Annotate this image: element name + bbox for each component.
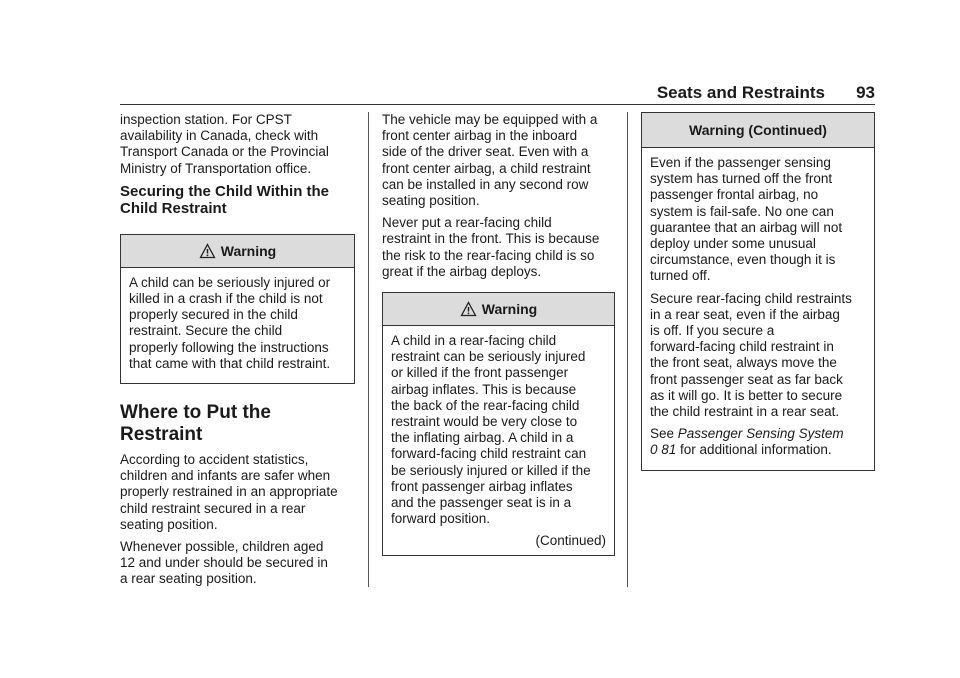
continued-label: (Continued) xyxy=(535,533,606,549)
warning-header xyxy=(642,113,874,148)
warning-header xyxy=(121,235,354,268)
column-divider xyxy=(368,112,369,587)
warning-text: Even if the passenger sensing system has turned off the front passenger frontal airbag, no system is fail-safe. No one can guarantee that an airbag will not deploy under some unusual circumstance, even though it is turned off. xyxy=(650,155,843,284)
warning-title: Warning xyxy=(481,301,538,318)
warning-text: A child can be seriously injured or killed in a crash if the child is not properly secured in the child restraint. Secure the child properly following the instructions that came with that child restraint. xyxy=(129,274,331,371)
warning-box xyxy=(382,292,615,556)
reference-link[interactable]: Passenger Sensing System xyxy=(677,426,844,442)
paragraph: The vehicle may be equipped with a front center airbag in the inboard side of the driver seat. Even with a front center airbag, a child restraint can be installed in any second row seating position. xyxy=(382,112,598,209)
warning-box xyxy=(641,112,875,471)
paragraph: According to accident statistics, children and infants are safer when properly restrained in an appropriate child restraint secured in a rear seating position. xyxy=(120,452,338,532)
subheading: Securing the Child Within the Child Restraint xyxy=(120,182,330,217)
column-3 xyxy=(641,112,875,471)
section-heading: Where to Put the Restraint xyxy=(120,402,271,446)
page-header xyxy=(120,83,875,103)
warning-icon xyxy=(199,238,216,270)
page-number: 93 xyxy=(856,83,875,102)
warning-text: A child in a rear-facing child restraint can be seriously injured or killed if the front passenger airbag inflates. This is because the back of the rear-facing child restraint would be very close to the inflating airbag. A child in a forward-facing child restraint can be seriously injured or killed if the front passenger airbag inflates and the passenger seat is in a forward position. xyxy=(391,333,591,527)
cross-reference: See Passenger Sensing System 0 81 for additional information. xyxy=(650,426,844,458)
paragraph: Never put a rear-facing child restraint in the front. This is because the risk to the rear-facing child is so great if the airbag deploys. xyxy=(382,215,600,279)
header-rule xyxy=(120,104,875,105)
warning-title: Warning xyxy=(220,242,277,259)
column-1 xyxy=(120,112,355,594)
paragraph: Whenever possible, children aged 12 and under should be secured in a rear seating position. xyxy=(120,539,328,587)
warning-box xyxy=(120,234,355,384)
column-divider xyxy=(627,112,628,587)
page-reference[interactable]: 0 81 xyxy=(650,442,677,458)
warning-header xyxy=(383,293,614,326)
column-2 xyxy=(382,112,615,556)
warning-text: Secure rear-facing child restraints in a rear seat, even if the airbag is off. If you secure a forward-facing child restraint in the front seat, always move the front passenger seat as far back as it will go. It is better to secure the child restraint in a rear seat. xyxy=(650,290,852,420)
paragraph: inspection station. For CPST availability in Canada, check with Transport Canada or the Provincial Ministry of Transportation office. xyxy=(120,112,329,176)
section-title: Seats and Restraints xyxy=(656,83,825,102)
warning-icon xyxy=(460,296,477,328)
warning-title: Warning (Continued) xyxy=(689,122,827,138)
